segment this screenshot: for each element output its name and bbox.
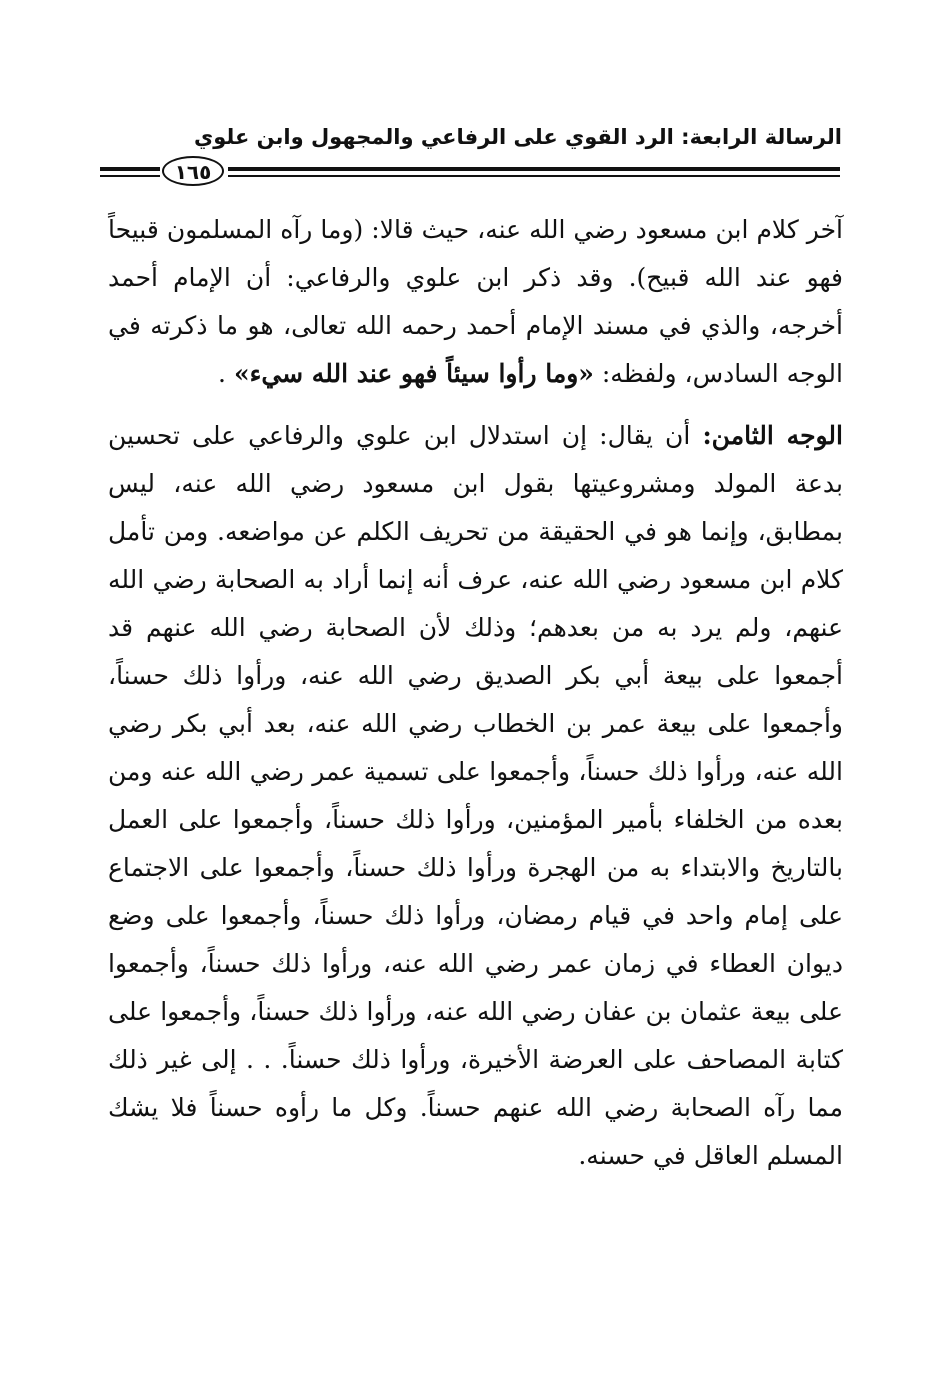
running-header-title: الرسالة الرابعة: الرد القوي على الرفاعي والمجهول وابن علوي [193, 125, 842, 149]
paragraph-1 [108, 206, 843, 398]
section-heading-eighth-aspect: الوجه الثامن: [702, 421, 843, 450]
header-rule-left-thick [100, 167, 160, 171]
header-rule-row [100, 156, 840, 192]
header-rule-right-thick [228, 167, 840, 171]
paragraph-2 [108, 412, 843, 1180]
paragraph-1-end: . [218, 359, 234, 388]
header-rule-left-thin [100, 175, 160, 177]
body-text [108, 206, 843, 1180]
paragraph-1-text: آخر كلام ابن مسعود رضي الله عنه، حيث قالا: (وما رآه المسلمون قبيحاً فهو عند الله قبيح). وقد ذكر ابن علوي والرفاعي: أن الإمام أحمد أخرجه، والذي في مسند الإمام أحمد رحمه الله تعالى، هو ما ذكرته في الوجه السادس، ولفظه: [108, 215, 843, 388]
page-number: ١٦٥ [162, 156, 224, 186]
hadith-quote: «وما رأوا سيئاً فهو عند الله سيء» [233, 359, 594, 388]
paragraph-2-text: أن يقال: إن استدلال ابن علوي والرفاعي على تحسين بدعة المولد ومشروعيتها بقول ابن مسعود رضي الله عنه، ليس بمطابق، وإنما هو في الحقيقة من تحريف الكلم عن مواضعه. ومن تأمل كلام ابن مسعود رضي الله عنه، عرف أنه إنما أراد به الصحابة رضي الله عنهم، ولم يرد به من بعدهم؛ وذلك لأن الصحابة رضي الله عنهم قد أجمعوا على بيعة أبي بكر الصديق رضي الله عنه، ورأوا ذلك حسناً، وأجمعوا على بيعة عمر بن الخطاب رضي الله عنه، بعد أبي بكر رضي الله عنه، ورأوا ذلك حسناً، وأجمعوا على تسمية عمر رضي الله عنه ومن بعده من الخلفاء بأمير المؤمنين، ورأوا ذلك حسناً، وأجمعوا على العمل بالتاريخ والابتداء به من الهجرة ورأوا ذلك حسناً، وأجمعوا على الاجتماع على إمام واحد في قيام رمضان، ورأوا ذلك حسناً، وأجمعوا على وضع ديوان العطاء في زمان عمر رضي الله عنه، ورأوا ذلك حسناً، وأجمعوا على بيعة عثمان بن عفان رضي الله عنه، ورأوا ذلك حسناً، وأجمعوا على كتابة المصاحف على العرضة الأخيرة، ورأوا ذلك حسناً. . . إلى غير ذلك مما رآه الصحابة رضي الله عنهم حسناً. وكل ما رأوه حسناً فلا يشك المسلم العاقل في حسنه. [108, 421, 843, 1170]
header-rule-right-thin [228, 175, 840, 177]
